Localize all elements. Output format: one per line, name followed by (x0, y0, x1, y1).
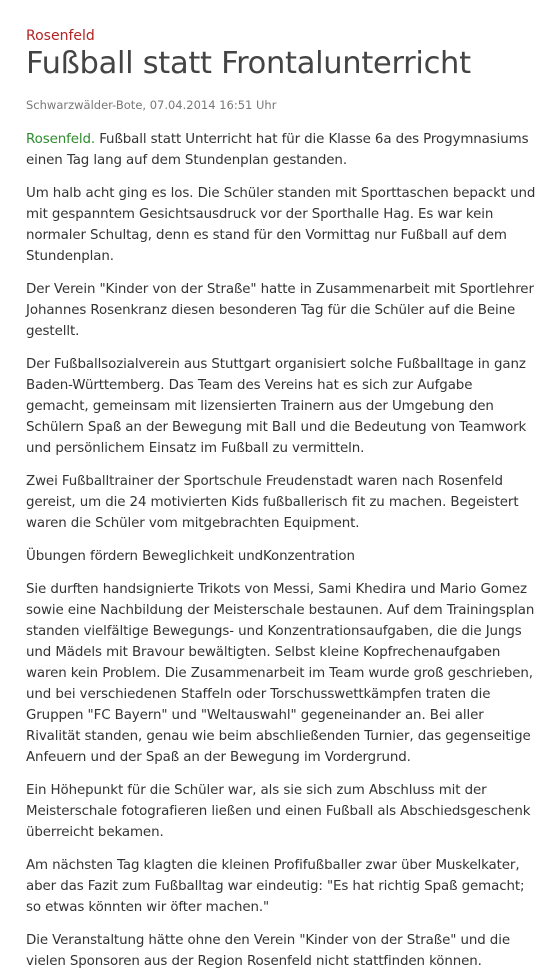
article-subhead: Übungen fördern Beweglichkeit undKonzentration (26, 549, 355, 564)
lead-text: Fußball statt Unterricht hat für die Klasse 6a des Progymnasiums einen Tag lang auf dem Stundenplan gestanden. (26, 132, 529, 168)
paragraph: Ein Höhepunkt für die Schüler war, als sie sich zum Abschluss mit der Meisterschale fotografieren ließen und einen Fußball als Abschiedsgeschenk überreicht bekamen. (26, 783, 531, 840)
article-kicker[interactable]: Rosenfeld (26, 28, 95, 44)
paragraph: Die Veranstaltung hätte ohne den Verein "Kinder von der Straße" und die vielen Sponsoren aus der Region Rosenfeld nicht stattfinden können. (26, 933, 510, 969)
article-meta: Schwarzwälder-Bote, 07.04.2014 16:51 Uhr (26, 98, 277, 112)
lead-paragraph (26, 129, 538, 171)
paragraph: Um halb acht ging es los. Die Schüler standen mit Sporttaschen bepackt und mit gespanntem Gesichtsausdruck vor der Sporthalle Hag. Es war kein normaler Schultag, denn es stand für den Vormittag nur Fußball auf dem Stundenplan. (26, 186, 536, 264)
paragraph: Sie durften handsignierte Trikots von Messi, Sami Khedira und Mario Gomez sowie eine Nachbildung der Meisterschale bestaunen. Auf dem Trainingsplan standen vielfältige Bewegungs- und Konzentrationsaufgaben, die die Jungs und Mädels mit Bravour bewältigten. Selbst kleine Kopfrechenaufgaben waren kein Problem. Die Zusammenarbeit im Team wurde groß geschrieben, und bei verschiedenen Staffeln oder Torschusswettkämpfen traten die Gruppen "FC Bayern" und "Weltauswahl" gegeneinander an. Bei aller Rivalität standen, genau wie beim abschließenden Turnier, das gegenseitige Anfeuern und der Spaß an der Bewegung im Vordergrund. (26, 582, 535, 765)
paragraph: Der Fußballsozialverein aus Stuttgart organisiert solche Fußballtage in ganz Baden-Württemberg. Das Team des Vereins hat es sich zur Aufgabe gemacht, gemeinsam mit lizensierten Trainern aus der Umgebung den Schülern Spaß an der Bewegung mit Ball und die Bedeutung von Teamwork und persönlichem Einsatz im Fußball zu vermitteln. (26, 357, 527, 456)
article-headline: Fußball statt Frontalunterricht (26, 46, 471, 81)
paragraph: Der Verein "Kinder von der Straße" hatte in Zusammenarbeit mit Sportlehrer Johannes Rosenkranz diesen besonderen Tag für die Schüler auf die Beine gestellt. (26, 282, 534, 339)
paragraph: Am nächsten Tag klagten die kleinen Profifußballer zwar über Muskelkater, aber das Fazit zum Fußballtag war eindeutig: "Es hat richtig Spaß gemacht; so etwas könnten wir öfter machen." (26, 858, 525, 915)
lead-place: Rosenfeld. (26, 132, 96, 147)
paragraph: Zwei Fußballtrainer der Sportschule Freudenstadt waren nach Rosenfeld gereist, um die 24 motivierten Kids fußballerisch fit zu machen. Begeistert waren die Schüler vom mitgebrachten Equipment. (26, 474, 519, 531)
article-body (26, 129, 538, 972)
